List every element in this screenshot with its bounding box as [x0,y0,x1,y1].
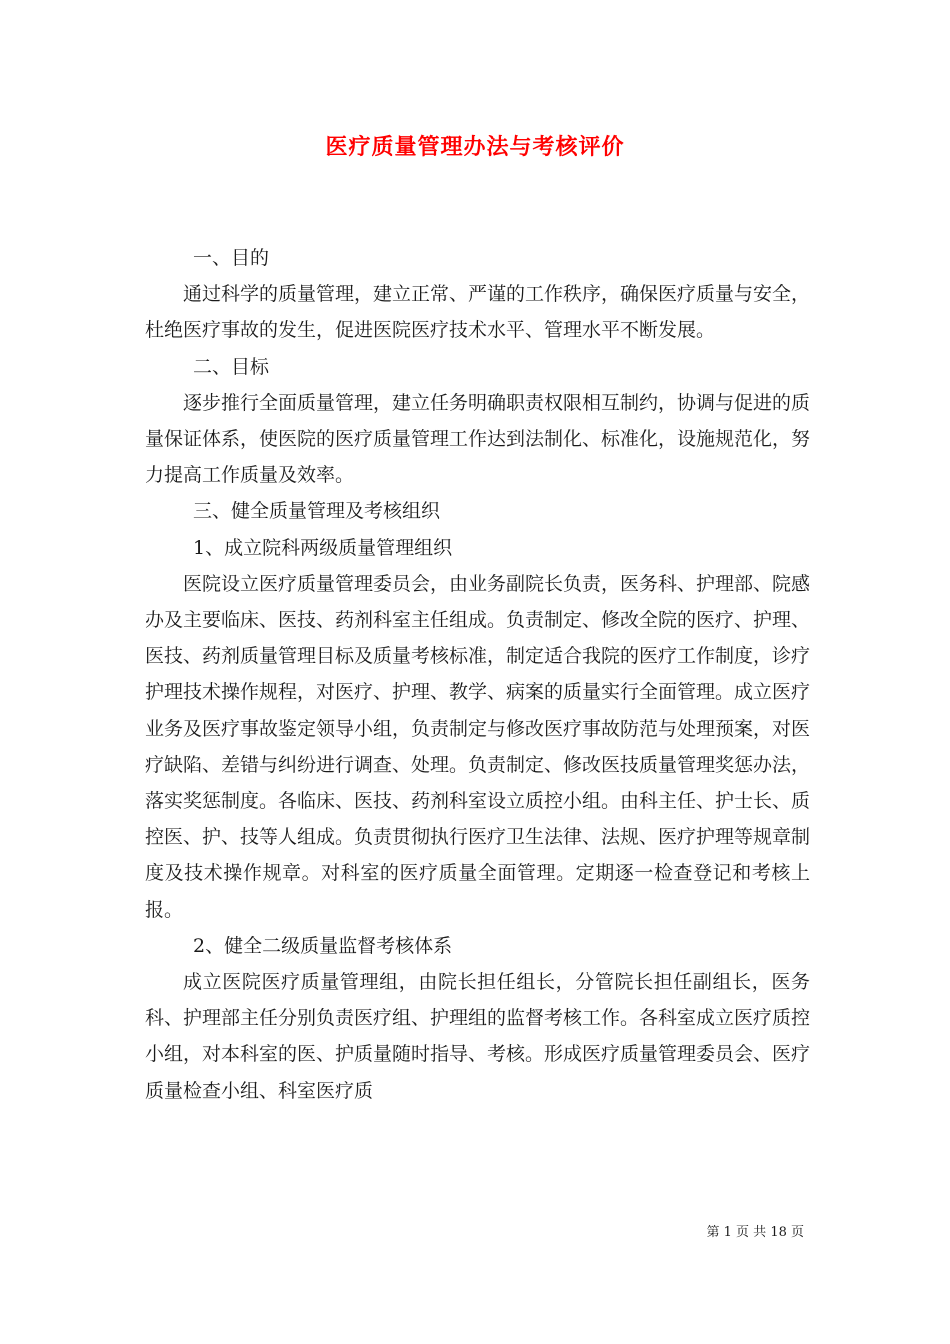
section-heading-goal: 二、目标 [193,355,270,378]
subsection-heading-supervision: 2、健全二级质量监督考核体系 [193,934,453,957]
paragraph-supervision: 成立医院医疗质量管理组，由院长担任组长，分管院长担任副组长，医务科、护理部主任分别负责医疗组、护理组的监督考核工作。各科室成立医疗质控小组，对本科室的医、护质量随时指导、考核。形成医疗质量管理委员会、医疗质量检查小组、科室医疗质 [145,971,811,1102]
section-heading-organization: 三、健全质量管理及考核组织 [193,500,441,523]
document-body [145,240,810,1109]
page-number-indicator: 第 1 页 共 18 页 [706,1225,804,1240]
paragraph-committee: 医院设立医疗质量管理委员会，由业务副院长负责，医务科、护理部、院感办及主要临床、医技、药剂科室主任组成。负责制定、修改全院的医疗、护理、医技、药剂质量管理目标及质量考核标准，制定适合我院的医疗工作制度，诊疗护理技术操作规程，对医疗、护理、教学、病案的质量实行全面管理。成立医疗业务及医疗事故鉴定领导小组，负责制定与修改医疗事故防范与处理预案，对医疗缺陷、差错与纠纷进行调查、处理。负责制定、修改医技质量管理奖惩办法，落实奖惩制度。各临床、医技、药剂科室设立质控小组。由科主任、护士长、质控医、护、技等人组成。负责贯彻执行医疗卫生法律、法规、医疗护理等规章制度及技术操作规章。对科室的医疗质量全面管理。定期逐一检查登记和考核上报。 [145,572,811,921]
section-heading-purpose: 一、目的 [193,247,270,269]
paragraph-purpose: 通过科学的质量管理，建立正常、严谨的工作秩序，确保医疗质量与安全，杜绝医疗事故的发生，促进医院医疗技术水平、管理水平不断发展。 [145,283,811,342]
subsection-heading-two-level: 1、成立院科两级质量管理组织 [193,536,453,559]
paragraph-goal: 逐步推行全面质量管理，建立任务明确职责权限相互制约，协调与促进的质量保证体系，使医院的医疗质量管理工作达到法制化、标准化，设施规范化，努力提高工作质量及效率。 [145,391,811,487]
document-title: 医疗质量管理办法与考核评价 [325,134,625,160]
